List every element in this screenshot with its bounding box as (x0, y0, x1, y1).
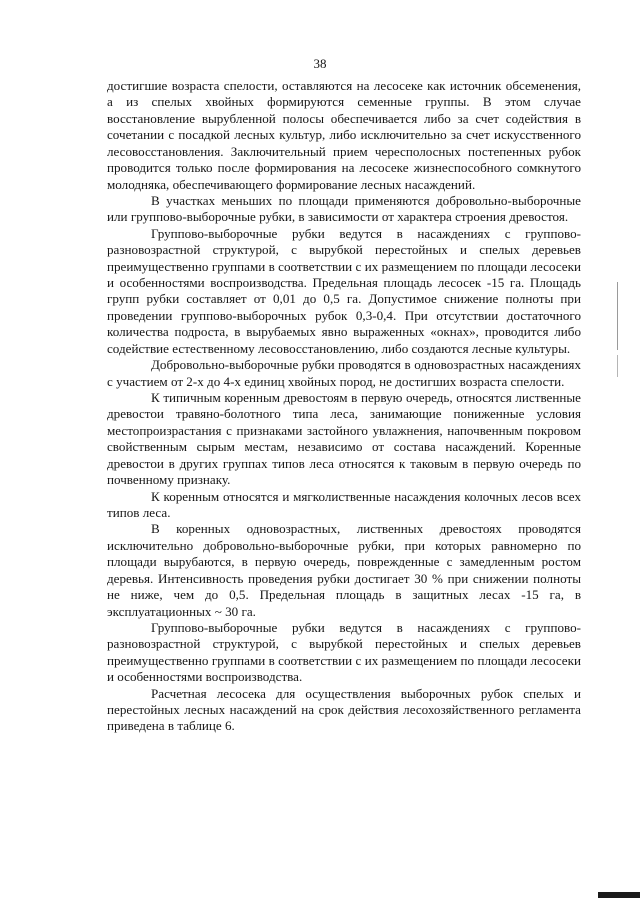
paragraph-small-areas: В участках меньших по площади применяются добровольно-выборочные или группово-выборочные рубки, в зависимости от характера строения древостоя. (107, 192, 581, 225)
paragraph-group-selective-repeat: Группово-выборочные рубки ведутся в насаждениях с группово-разновозрастной структурой, с вырубкой перестойных и спелых деревьев преимущественно группами в соответствии с их размещением по площади лесосеки и особенностями воспроизводства. (107, 619, 581, 685)
paragraph-softwood-stands: К коренным относятся и мягколиственные насаждения колочных лесов всех типов леса. (107, 488, 581, 520)
paragraph-even-aged-stands: В коренных одновозрастных, лиственных древостоях проводятся исключительно добровольно-выборочные рубки, при которых равномерно по площади вырубаются, в первую очередь, поврежденные с замедленным ростом деревья. Интенсивность проведения рубки достигает 30 % при снижении полноты не ниже, чем до 0,5. Предельная площадь в защитных лесах -15 га, в эксплуатационных ~ 30 га. (107, 521, 581, 619)
scan-margin-mark-small (617, 355, 618, 377)
page-number: 38 (313, 56, 327, 71)
body-text (107, 78, 581, 735)
scan-margin-mark (617, 282, 618, 350)
paragraph-native-stands: К типичным коренным древостоям в первую очередь, относятся лиственные древостои травяно-болотного типа леса, занимающие пониженные условия местопроизрастания с признаками застойного увлажнения, напочвенным покровом свойственным сырым местам, независимо от состава насаждений. Коренные древостои в других группах типов леса относятся к таковым в первую очередь по почвенному признаку. (107, 390, 581, 488)
paragraph-continuation: достигшие возраста спелости, оставляются на лесосеке как источник обсеменения, а из спелых хвойных формируются семенные группы. В этом случае восстановление вырубленной полосы обеспечивается либо за счет содействия в сочетании с посадкой лесных культур, либо исключительно за счет искусственного лесовосстановления. Заключительный прием чересполосных постепенных рубок проводится только после формирования на лесосеке жизнеспособного сомкнутого молодняка, обеспечивающего формирование лесных насаждений. (107, 78, 581, 192)
paragraph-voluntary-selective: Добровольно-выборочные рубки проводятся в одновозрастных насаждениях с участием от 2-х до 4-х единиц хвойных пород, не достигших возраста спелости. (107, 357, 581, 389)
paragraph-group-selective: Группово-выборочные рубки ведутся в насаждениях с группово-разновозрастной структурой, с вырубкой перестойных и спелых деревьев преимущественно группами в соответствии с их размещением по площади лесосеки и особенностями воспроизводства. Предельная площадь лесосек -15 га. Площадь групп рубки составляет от 0,01 до 0,5 га. Допустимое снижение полноты при проведении группово-выборочных рубок 0,3-0,4. При отсутствии достаточного количества подроста, в вырубаемых явно выраженных «окнах», проводится либо содействие естественному лесовосстановлению, либо создаются лесные культуры. (107, 225, 581, 356)
scan-edge-artifact (598, 892, 640, 898)
paragraph-table-reference: Расчетная лесосека для осуществления выборочных рубок спелых и перестойных лесных насаждений на срок действия лесохозяйственного регламента приведена в таблице 6. (107, 685, 581, 734)
